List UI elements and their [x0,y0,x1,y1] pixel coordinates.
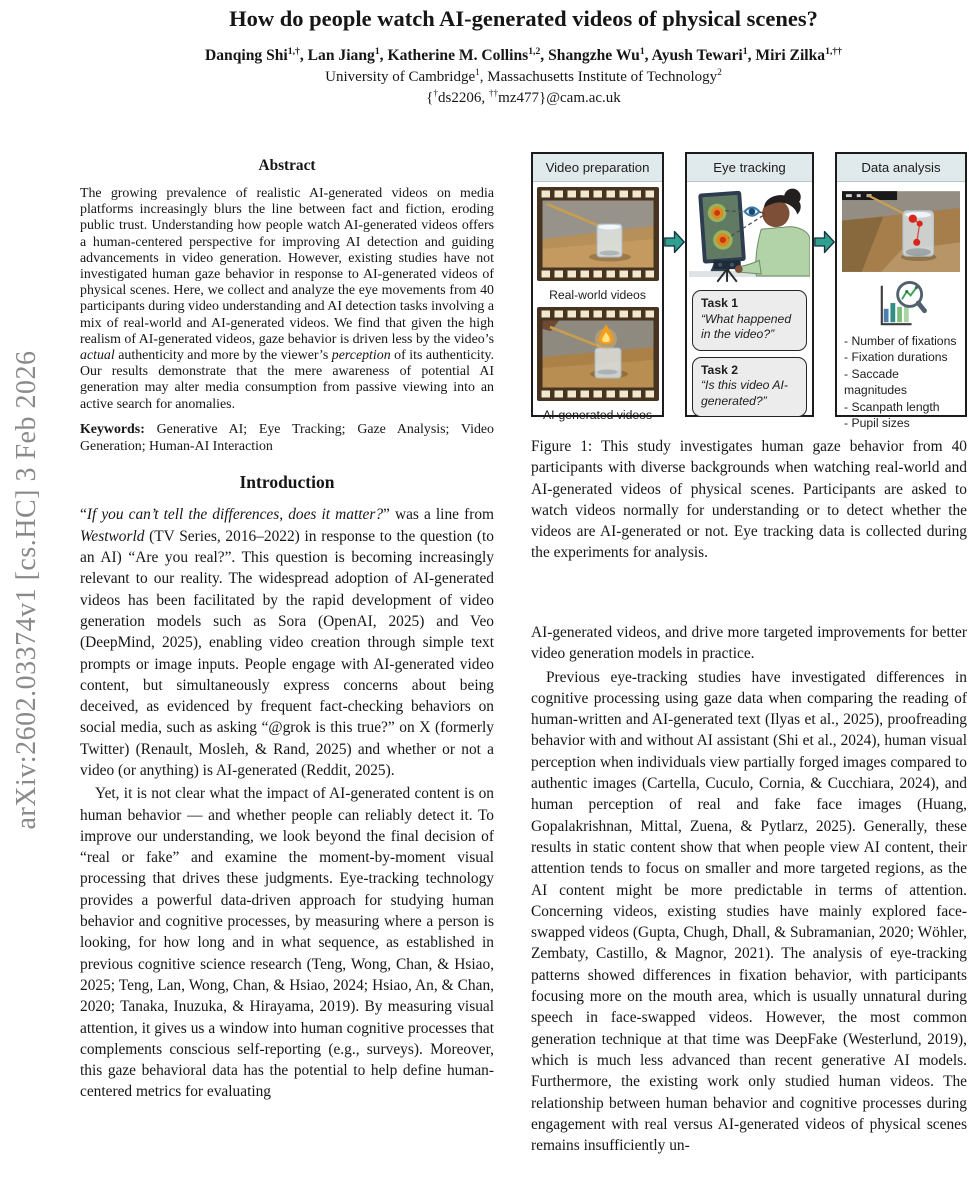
metric-item: - Fixation durations [844,350,948,365]
real-world-videos-label: Real-world videos [549,288,646,302]
metric-item: - Saccade magnitudes [844,366,908,398]
eye-tracking-illustration [689,186,810,284]
body-paragraph-continuation: AI-generated videos, and drive more targeted improvements for better video generation models in practice. [531,624,967,663]
left-column [80,152,494,1200]
body-paragraph-related-work: Previous eye-tracking studies have investigated differences in cognitive processing using gaze data when comparing the reading of human-written and AI-generated text (Ilyas et al., 2025), proofreading behavior with and without AI assistant (Shi et al., 2024), human visual perception when individuals view partially forged images compared to authentic images (Cartella, Cuculo, Cornia, & Cucchiara, 2024), and human perception of real and fake face images (Huang, Gopalakrishnan, Mittal, Zuena, & Pytlarz, 2025). Generally, these results in static content show that when people view AI content, their attention tends to focus on smaller and more targeted regions, as the AI content might be more predictable in terms of attention. Concerning videos, existing studies have mainly explored face-swapped videos (Gupta, Chugh, Dhall, & Subramanian, 2020; Wöhler, Zembaty, Castillo, & Magnor, 2021). The analysis of eye-tracking patterns showed differences in fixation behavior, with participants focusing more on the mouth area, which is usually unnatural during speech in face-swapped videos. However, the most common generation technique at that time was DeepFake (Westerlund, 2019), which is much less advanced than recent generative AI models. Furthermore, the existing work only studied human videos. The relationship between human behavior and cognitive processes during engagement with real versus AI-generated videos of physical scenes remains insufficiently un- [531,668,967,1155]
task-1-title: Task 1 [701,296,739,310]
panel-title-video-preparation: Video preparation [533,154,662,182]
abstract-heading: Abstract [258,157,316,174]
page-title: How do people watch AI-generated videos of physical scenes? [229,6,818,31]
figure-panel-data-analysis [835,152,967,431]
metric-item: - Pupil sizes [844,416,910,431]
gaze-metrics-list [844,333,963,431]
real-world-filmstrip [537,187,659,302]
affiliation-line: University of Cambridge$^1$, Massachusetts Institute of Technology$^2$ [325,68,722,85]
film-strip-ai-icon [537,307,659,401]
metric-item: - Scanpath length [844,399,940,414]
chart-magnifier-icon [875,280,927,328]
film-strip-real-icon [537,187,659,281]
intro-paragraph-1: “If you can’t tell the differences, does it matter?” was a line from Westworld (TV Series, 2016–2022) in response to the question (to an AI) “Are you real?”. This question is becoming increasingly relevant to our reality. The widespread adoption of AI-generated videos has been facilitated by the rapid development of video generation models such as Sora (OpenAI, 2025) and Veo (DeepMind, 2025), enabling video creation through simple text prompts or image inputs. People engage with AI-generated video content, but simultaneously express concerns about being deceived, as evidenced by frequent fact-checking behaviors on social media, such as asking “@grok is this true?” on X (formerly Twitter) (Renault, Mosleh, & Rand, 2025) and whether or not a video (or anything) is AI-generated (Reddit, 2025). [80,506,494,779]
task-2-title: Task 2 [701,362,739,377]
panel-title-eye-tracking: Eye tracking [687,154,812,182]
panel-title-data-analysis: Data analysis [837,154,965,182]
keywords-line: Keywords: Generative AI; Eye Tracking; Gaze Analysis; Video Generation; Human-AI Interaction [80,421,494,454]
gaze-video-frame [842,191,960,272]
ai-generated-videos-label: AI-generated videos [542,408,653,422]
right-column-body [531,622,967,1156]
task-1-box [692,290,807,351]
author-line: Danqing Shi$^{1,\dagger}$, Lan Jiang$^1$, Katherine M. Collins$^{1,2}$, Shangzhe Wu$^1$, Ayush Tewari$^1$, Miri Zilka$^{1,\dagger\dagger}$ [204,45,843,64]
figure-1-caption: Figure 1: This study investigates human gaze behavior from 40 participants with diverse backgrounds when watching real-world and AI-generated videos of physical scenes. Participants are asked to watch videos normally for understanding or to detect whether the videos are AI-generated or not. Eye tracking data is collected during the experiments for analysis. [531,438,967,562]
arrow-right-icon [814,226,835,258]
figure-panel-eye-tracking [685,152,814,417]
paper-header [80,6,967,107]
task-1-quote: “What happened in the video?” [701,311,792,341]
figure-panel-video-preparation [531,152,664,422]
intro-paragraph-2: Yet, it is not clear what the impact of AI-generated content is on human behavior — and whether people can reliably detect it. To improve our understanding, we look beyond the final decision of “real or fake” and examine the moment-by-moment visual processing that drives these judgments. Eye-tracking technology provides a powerful data-driven approach for studying human behavior and cognitive processes, by measuring where a person is looking, for how long and in what sequence, as established in previous cognitive science research (Teng, Wong, Chan, & Hsiao, 2025; Teng, Lan, Wong, Chan, & Hsiao, 2024; Hsiao, An, & Chan, 2020; Tanaka, Inuzuka, & Hirayama, 2019). By measuring visual attention, it gives us a window into human cognitive processes that complements conscious self-reporting (e.g., surveys). Moreover, this gaze behavioral data has the potential to help define human-centered metrics for evaluating [80,785,494,1101]
right-column [531,152,967,1200]
metric-item: - Number of fixations [844,334,957,348]
task-2-box [692,357,807,418]
task-2-quote: “Is this video AI-generated?” [701,378,788,408]
arrow-right-icon [664,226,685,258]
arxiv-sidebar-label: arXiv:2602.03374v1 [cs.HC] 3 Feb 2026 [11,350,42,830]
email-line: {†ds2206, ††mz477}@cam.ac.uk [426,89,621,106]
abstract-text: The growing prevalence of realistic AI-generated videos on media platforms increasingly blurs the line between fact and fiction, eroding public trust. Understanding how people watch AI-generated videos offers a human-centered perspective for improving AI detection and guiding advancements in video generation. However, existing studies have not investigated human gaze behavior in response to AI-generated videos of physical scenes. Here, we collect and analyze the eye movements from 40 participants during video understanding and AI detection tasks involving a mix of real-world and AI-generated videos. We find that given the high realism of AI-generated videos, gaze behavior is driven less by the video’s actual authenticity and more by the viewer’s perception of its authenticity. Our results demonstrate that the mere awareness of potential AI generation may alter media consumption from passive viewing into an active search for anomalies. [80,186,494,412]
figure-1 [531,152,967,431]
ai-generated-filmstrip [537,307,659,422]
introduction-heading: Introduction [239,472,335,493]
